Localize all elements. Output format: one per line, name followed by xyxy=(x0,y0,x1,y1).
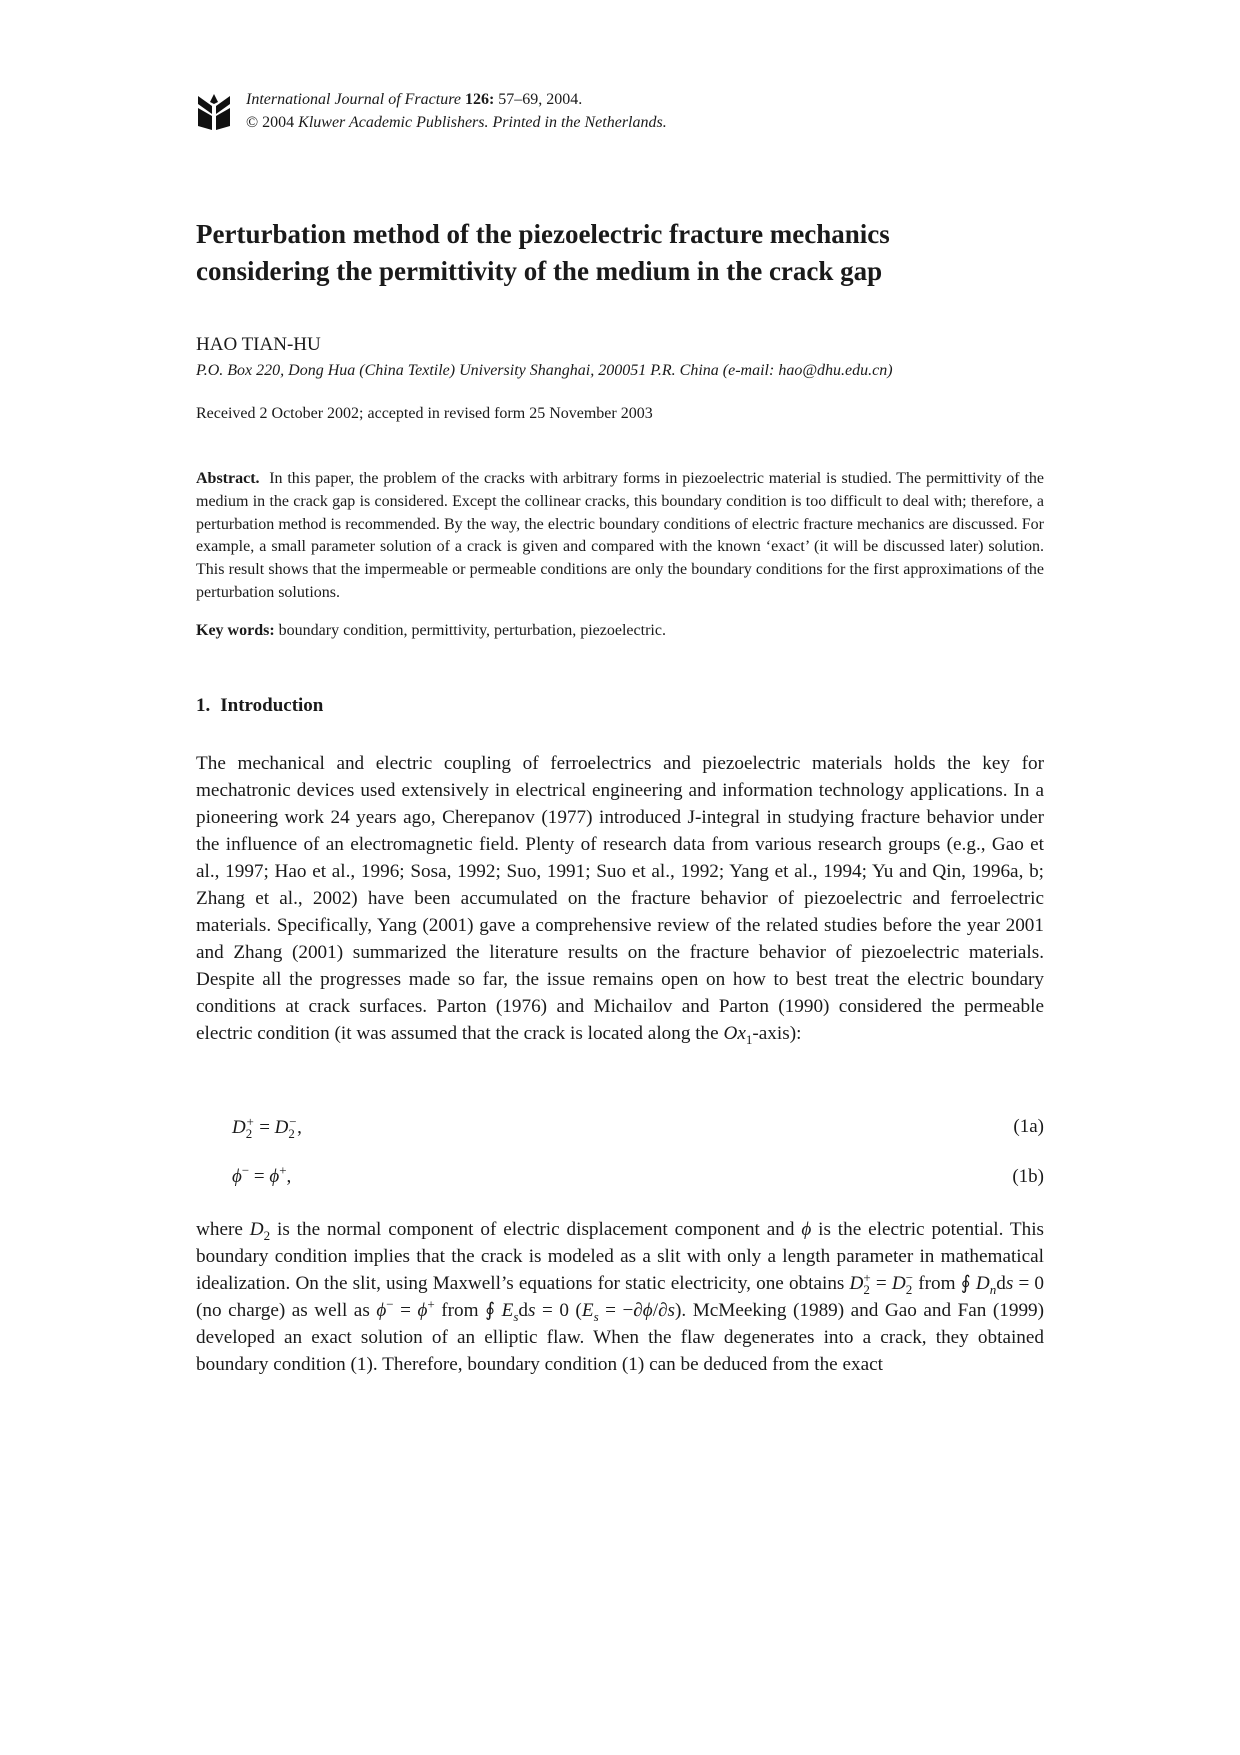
p2-text-f: from xyxy=(441,1300,479,1321)
intro-paragraph-2: where $D_2$ is the normal component of electric displacement component and ϕ is the electric potential. This boundary condition implies that the crack is modeled as a slit with only a length parameter in mathematical idealization. On the slit, using Maxwell’s equations for static electricity, one obtains D + 2 = D − 2 from ∮ $D_nds = 0$ (no charge) as well as ϕ− = ϕ+ from ∮ $E_sds = 0$ $(E_s = -\partial\phi/\partial s)$. McMeeking (1989) and Gao and Fan (1999) developed an exact solution of an elliptic flaw. When the flaw degenerates into a crack, they obtained boundary condition (1). Therefore, boundary condition (1) can be deduced from the exact xyxy=(196,1219,1045,1375)
title-line-1: Perturbation method of the piezoelectric fracture mechanics xyxy=(196,219,890,249)
journal-name: International Journal of Fracture xyxy=(246,91,461,108)
printed-location: Printed in the Netherlands. xyxy=(492,114,667,131)
copyright-line xyxy=(246,111,667,134)
journal-volume: 126: xyxy=(464,91,495,108)
journal-citation-line xyxy=(246,88,667,111)
equation-1b-body: ϕ− = ϕ+, xyxy=(232,1162,292,1187)
intro-p1-axis-tail: -axis): xyxy=(752,1023,802,1044)
intro-paragraph-1 xyxy=(196,750,1044,1047)
author-name: HAO TIAN-HU xyxy=(196,334,321,355)
axis-subscript: 1 xyxy=(745,1031,753,1047)
publisher-name: Kluwer Academic Publishers. xyxy=(298,114,489,131)
abstract-text: In this paper, the problem of the cracks with arbitrary forms in piezoelectric material is studied. The permittivity of the medium in the crack gap is considered. Except the collinear cracks, this boundary condition is too difficult to deal with; therefore, a perturbation method is recommended. By the way, the electric boundary conditions of electric fracture mechanics are discussed. For example, a small parameter solution of a crack is given and compared with the known ‘exact’ (it will be discussed later) solution. This result shows that the impermeable or permeable conditions are only the boundary conditions for the first approximations of the perturbation solutions. xyxy=(196,470,1045,601)
article-title xyxy=(196,216,1076,290)
p2-text-g: ). McMeeking (1989) and Gao and Fan (1999) developed an exact solution of an elliptic flaw. When the flaw degenerates into a crack, they obtained boundary condition (1). Therefore, boundary condition (1) can be deduced from the exact xyxy=(196,1300,1045,1375)
abstract-label: Abstract. xyxy=(196,470,260,487)
p2-text-b: is the normal component of electric displacement component and xyxy=(277,1219,795,1240)
section-number: 1. xyxy=(196,695,211,716)
abstract xyxy=(196,468,1044,605)
equation-1b-tag: (1b) xyxy=(1012,1166,1044,1187)
publisher-logo xyxy=(196,92,232,132)
author-affiliation: P.O. Box 220, Dong Hua (China Textile) University Shanghai, 200051 P.R. China (e-mail: hao@dhu.edu.cn) xyxy=(196,362,893,379)
p2-text-a: where xyxy=(196,1219,243,1240)
p2-text-d: from xyxy=(918,1273,956,1294)
section-heading xyxy=(196,695,323,717)
received-dates: Received 2 October 2002; accepted in revised form 25 November 2003 xyxy=(196,405,653,422)
section-title: Introduction xyxy=(220,695,324,716)
keywords xyxy=(196,622,666,640)
intro-p1-text: The mechanical and electric coupling of ferroelectrics and piezoelectric materials holds the key for mechatronic devices used extensively in electrical engineering and information technology applications. In a pioneering work 24 years ago, Cherepanov (1977) introduced J-integral in studying fracture behavior under the influence of an electromagnetic field. Plenty of research data from various research groups (e.g., Gao et al., 1997; Hao et al., 1996; Sosa, 1992; Suo, 1991; Suo et al., 1992; Yang et al., 1994; Yu and Qin, 1996a, b; Zhang et al., 2002) have been accumulated on the fracture behavior of piezoelectric and ferroelectric materials. Specifically, Yang (2001) gave a comprehensive review of the related studies before the year 2001 and Zhang (2001) summarized the literature results on the fracture behavior of piezoelectric materials. Despite all the progresses made so far, the issue remains open on how to best treat the electric boundary conditions at crack surfaces. Parton (1976) and Michailov and Parton (1990) considered the permeable electric condition (it was assumed that the crack is located along the xyxy=(196,753,1044,1044)
copyright-year: 2004 xyxy=(262,114,295,131)
equation-1a-tag: (1a) xyxy=(1013,1116,1044,1137)
copyright-symbol: © xyxy=(246,114,259,131)
p2-text-c: is the electric potential. This boundary condition implies that the crack is modeled as a slit with only a length parameter in mathematical idealization. On the slit, using Maxwell’s equations for static electricity, one obtains xyxy=(196,1219,1045,1294)
equation-1a-body: D + 2 = D − 2 , xyxy=(232,1114,302,1141)
journal-pages-year: 57–69, 2004. xyxy=(498,91,583,108)
title-line-2: considering the permittivity of the medium in the crack gap xyxy=(196,256,883,286)
keywords-text: boundary condition, permittivity, perturbation, piezoelectric. xyxy=(278,622,666,639)
journal-header xyxy=(246,88,667,134)
equation-1a xyxy=(196,1116,1044,1146)
axis-symbol: Ox xyxy=(723,1023,746,1044)
keywords-label: Key words: xyxy=(196,622,275,639)
p2-text-e: (no charge) as well as xyxy=(196,1300,370,1321)
equation-1b xyxy=(196,1162,1044,1196)
